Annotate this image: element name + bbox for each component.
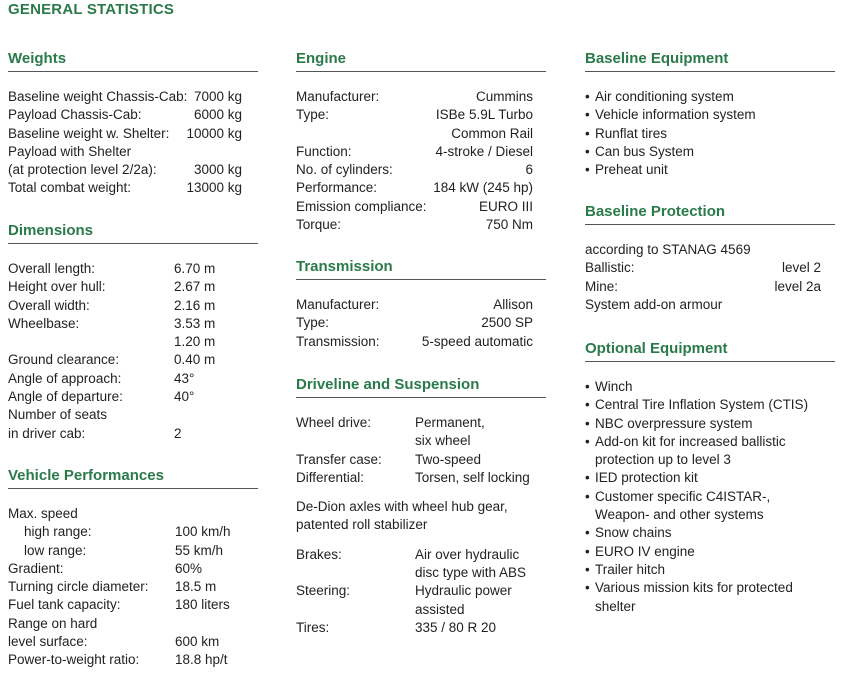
spec-value: 184 kW (245 hp) [433,180,533,196]
spec-label: Height over hull: [8,279,106,295]
spec-row [8,370,258,388]
spec-label: Brakes: [296,546,342,562]
spec-label: Power-to-weight ratio: [8,652,140,668]
driveline-note-line: patented roll stabilizer [296,517,428,533]
spec-label: Turning circle diameter: [8,579,149,595]
spec-label: Torque: [296,217,342,233]
spec-value: 18.5 m [175,579,217,595]
spec-value: Air over hydraulic [415,546,520,562]
dimensions-heading: Dimensions [8,222,94,239]
spec-label: Baseline weight Chassis-Cab: [8,89,188,104]
list-item-text: shelter [595,598,636,614]
list-item-text: Vehicle information system [595,107,756,123]
bullet-icon: • [585,107,590,123]
spec-label: low range: [24,542,87,558]
spec-label: high range: [24,524,92,540]
spec-label: Type: [296,107,330,123]
spec-row [8,161,258,179]
spec-value: 6 [525,162,533,178]
spec-row [8,505,258,523]
list-item [585,579,835,597]
spec-label: Wheel drive: [296,415,372,430]
spec-label: Performance: [296,180,378,196]
bullet-icon: • [585,125,590,141]
spec-value: Permanent, [415,415,485,430]
spec-label: Tires: [296,619,330,635]
spec-label: Ground clearance: [8,352,120,368]
driveline-table-2 [296,546,546,637]
list-item [585,161,835,179]
spec-row [296,432,546,450]
spec-label: Steering: [296,583,351,599]
spec-value: 4-stroke / Diesel [435,143,533,159]
spec-value: 2500 SP [481,315,533,331]
divider [296,279,546,280]
spec-row [8,388,258,406]
engine-table [296,88,546,234]
spec-label: Total combat weight: [8,180,132,196]
spec-value: EURO III [478,198,533,214]
spec-value: 100 km/h [175,524,231,540]
spec-row [8,425,258,443]
spec-label: Transfer case: [296,451,382,467]
transmission-heading: Transmission [296,258,393,275]
spec-label: level surface: [8,634,88,650]
spec-row [296,216,546,234]
divider [8,488,258,489]
divider [585,361,835,362]
spec-value: ISBe 5.9L Turbo [435,107,533,123]
list-item [585,125,835,143]
list-item [585,543,835,561]
optional-equipment-section [585,340,835,616]
protection-outro: System add-on armour [585,296,723,312]
spec-value: 1.20 m [174,334,216,350]
performance-heading: Vehicle Performances [8,467,164,484]
spec-label: Emission compliance: [296,198,427,214]
spec-value: Hydraulic power [415,583,512,599]
engine-section [296,50,546,234]
spec-value: level 2a [774,278,821,294]
protection-intro: according to STANAG 4569 [585,242,751,257]
divider [8,243,258,244]
baseline-protection-section [585,203,835,314]
optional-equipment-list [585,378,835,616]
bullet-icon: • [585,162,590,178]
spec-row [8,143,258,161]
spec-label: Number of seats [8,407,108,423]
spec-row [8,615,258,633]
spec-label: Function: [296,143,352,159]
bullet-icon: • [585,89,590,104]
list-item-text: Can bus System [595,143,695,159]
spec-value: 3.53 m [174,315,216,331]
transmission-table [296,296,546,351]
spec-row [8,406,258,424]
spec-label: Wheelbase: [8,315,80,331]
spec-value: 6.70 m [174,261,216,276]
spec-value: six wheel [415,433,471,449]
list-item [585,488,835,506]
spec-row [296,451,546,469]
spec-value: Common Rail [451,125,533,141]
spec-row [8,560,258,578]
list-item-text: Weapon- and other systems [595,507,764,523]
divider [585,71,835,72]
spec-row [296,88,546,106]
spec-row [296,564,546,582]
spec-value: assisted [415,601,465,617]
driveline-note-line: De-Dion axles with wheel hub gear, [296,499,508,515]
bullet-icon: • [585,143,590,159]
bullet-icon: • [585,580,590,596]
spec-label: Angle of departure: [8,389,123,405]
optional-equipment-heading: Optional Equipment [585,340,728,357]
spec-row [8,651,258,669]
list-item-text: Trailer hitch [595,561,666,577]
spec-value: 5-speed automatic [421,333,533,349]
bullet-icon: • [585,397,590,413]
list-item [585,415,835,433]
spec-row [296,414,546,432]
spec-row [8,260,258,278]
list-item-text: Add-on kit for increased ballistic [595,433,786,449]
list-item [585,524,835,542]
spec-label: No. of cylinders: [296,162,393,178]
spec-label: Overall width: [8,297,90,313]
spec-label: Type: [296,315,330,331]
spec-row [8,315,258,333]
baseline-protection-heading: Baseline Protection [585,203,726,220]
list-item [585,143,835,161]
spec-label: Transmission: [296,333,380,349]
list-item-text: EURO IV engine [595,543,695,559]
bullet-icon: • [585,543,590,559]
spec-value: 55 km/h [175,542,224,558]
list-item [585,106,835,124]
list-item-text: Air conditioning system [595,89,734,104]
spec-row [8,297,258,315]
spec-value: 0.40 m [174,352,216,368]
driveline-section [296,376,546,637]
spec-value: 60% [175,560,203,576]
spec-value: Torsen, self locking [415,469,530,485]
spec-row [296,333,546,351]
spec-row [585,278,835,296]
spec-row [8,523,258,541]
spec-label: Fuel tank capacity: [8,597,121,613]
engine-heading: Engine [296,50,347,67]
spec-value: 750 Nm [485,217,533,233]
spec-row [296,125,546,143]
weights-table [8,88,258,198]
divider [296,71,546,72]
spec-row [8,179,258,197]
spec-value: 43° [174,370,195,386]
spec-row [296,601,546,619]
performance-section [8,467,258,670]
spec-label: Manufacturer: [296,297,380,312]
spec-value: 335 / 80 R 20 [415,619,497,635]
spec-label: Mine: [585,278,619,294]
protection-table [585,259,835,296]
spec-row [296,143,546,161]
bullet-icon: • [585,433,590,449]
spec-label: Payload with Shelter [8,143,132,159]
spec-label: Payload Chassis-Cab: [8,107,142,123]
list-item-text: NBC overpressure system [595,415,753,431]
divider [296,397,546,398]
list-item [585,396,835,414]
page-title: GENERAL STATISTICS [8,1,175,18]
spec-row [296,106,546,124]
spec-label: Differential: [296,469,365,485]
spec-row [8,633,258,651]
spec-row [296,619,546,637]
spec-row [296,296,546,314]
performance-table [8,505,258,670]
spec-value: 18.8 hp/t [175,652,228,668]
spec-label: Overall length: [8,261,96,276]
spec-value: Two-speed [415,451,482,467]
list-item-text: IED protection kit [595,470,698,486]
weights-heading: Weights [8,50,67,67]
spec-label: Baseline weight w. Shelter: [8,125,170,141]
spec-row [8,278,258,296]
spec-value: 2.16 m [174,297,216,313]
dimensions-table [8,260,258,443]
spec-row [296,546,546,564]
spec-value: 2.67 m [174,279,216,295]
spec-value: 40° [174,389,195,405]
spec-row [8,88,258,106]
spec-row [8,596,258,614]
spec-label: Max. speed [8,506,78,521]
list-item-text: Preheat unit [595,162,668,178]
spec-row [296,582,546,600]
list-item [585,561,835,579]
spec-value: 10000 kg [186,125,242,141]
list-item-text: Central Tire Inflation System (CTIS) [595,397,809,413]
bullet-icon: • [585,525,590,541]
spec-row [296,161,546,179]
spec-value: 7000 kg [193,89,242,104]
bullet-icon: • [585,488,590,504]
spec-value: 13000 kg [186,180,242,196]
divider [585,224,835,225]
spec-row [8,125,258,143]
spec-value: 6000 kg [193,107,242,123]
spec-label: Range on hard [8,615,98,631]
list-item-text: protection up to level 3 [595,452,731,468]
list-item [585,88,835,106]
spec-value: Allison [493,297,533,312]
spec-row [8,351,258,369]
weights-section [8,50,258,198]
spec-row [585,259,835,277]
driveline-table [296,414,546,487]
transmission-section [296,258,546,351]
spec-value: 3000 kg [193,162,242,178]
list-item [585,506,835,524]
spec-label: Angle of approach: [8,370,122,386]
list-item-text: Various mission kits for protected [595,580,793,596]
spec-value: level 2 [781,260,821,276]
spec-row [296,179,546,197]
bullet-icon: • [585,561,590,577]
bullet-icon: • [585,379,590,394]
spec-label: Ballistic: [585,260,635,276]
spec-row [8,578,258,596]
spec-value: 2 [174,425,182,441]
spec-row [8,333,258,351]
baseline-equipment-heading: Baseline Equipment [585,50,729,67]
spec-row [8,542,258,560]
driveline-heading: Driveline and Suspension [296,376,480,393]
spec-value: 600 km [175,634,220,650]
dimensions-section [8,222,258,443]
divider [8,71,258,72]
list-item-text: Customer specific C4ISTAR-, [595,488,771,504]
spec-label: Gradient: [8,560,64,576]
spec-label: in driver cab: [8,425,86,441]
list-item [585,433,835,451]
bullet-icon: • [585,415,590,431]
spec-row [296,314,546,332]
list-item [585,598,835,616]
list-item [585,451,835,469]
baseline-equipment-list [585,88,835,179]
spec-row [296,469,546,487]
list-item [585,378,835,396]
spec-label: (at protection level 2/2a): [8,162,157,178]
list-item-text: Snow chains [595,525,672,541]
spec-value: 180 liters [175,597,230,613]
baseline-equipment-section [585,50,835,179]
list-item-text: Winch [595,379,633,394]
spec-row [8,106,258,124]
spec-value: disc type with ABS [415,565,527,581]
spec-value: Cummins [475,89,533,104]
list-item [585,469,835,487]
spec-label: Manufacturer: [296,89,380,104]
list-item-text: Runflat tires [595,125,668,141]
spec-row [296,198,546,216]
bullet-icon: • [585,470,590,486]
